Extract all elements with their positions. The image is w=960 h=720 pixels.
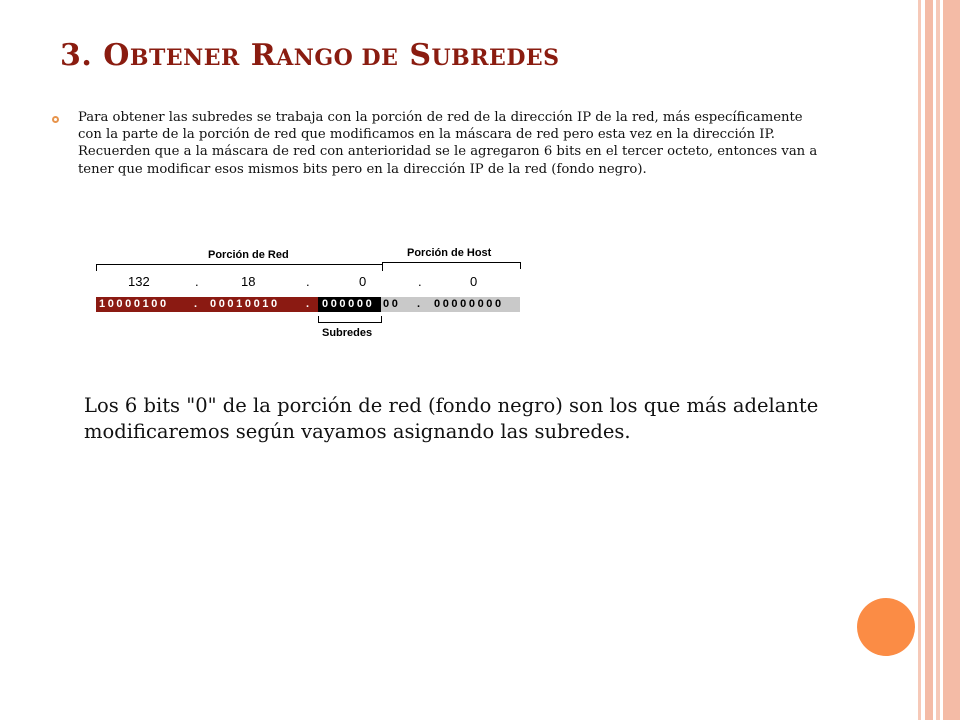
octet-decimal: 18 xyxy=(241,274,256,289)
octet3-rest: 00 xyxy=(383,298,401,310)
decorative-stripe xyxy=(925,0,933,720)
intro-paragraph: Para obtener las subredes se trabaja con la porción de red de la dirección IP de la red, más específicamente con la parte de la porción de red que modificamos en la máscara de red pero esta vez en la dirección IP. Recuerden que a la máscara de red con anterioridad se le agregaron 6 bits en el tercer octeto, entonces van a tener que modificar esos mismos bits pero en la dirección IP de la red (fondo negro). xyxy=(78,110,818,177)
decorative-stripe xyxy=(936,0,940,720)
decimal-address xyxy=(96,274,520,290)
binary-address xyxy=(96,297,520,312)
explanation-text: Los 6 bits "0" de la porción de red (fondo negro) son los que más adelante modificaremos según vayamos asignando las subredes. xyxy=(84,394,819,443)
subnet-bracket xyxy=(318,316,382,323)
octet4-binary: 00000000 xyxy=(434,298,504,310)
slide-title: 3. OBTENER RANGO DE SUBREDES xyxy=(60,38,560,73)
subnet-label: Subredes xyxy=(322,327,373,339)
octet-decimal: 132 xyxy=(128,274,150,289)
decorative-circle xyxy=(857,598,915,656)
bullet-icon xyxy=(52,116,59,123)
network-portion-label: Porción de Red xyxy=(208,249,289,261)
dot: . xyxy=(418,274,422,289)
subnet-bits: 000000 xyxy=(322,298,375,310)
host-portion-bracket xyxy=(382,262,521,269)
octet-decimal: 0 xyxy=(470,274,478,289)
ip-diagram xyxy=(96,244,526,344)
octet2-binary: 00010010 xyxy=(210,298,280,310)
dot: . xyxy=(306,274,310,289)
dot: . xyxy=(195,274,199,289)
dot: . xyxy=(194,298,200,310)
decorative-stripe xyxy=(943,0,960,720)
dot: . xyxy=(417,298,423,310)
decorative-stripe xyxy=(918,0,921,720)
dot: . xyxy=(306,298,312,310)
network-portion-bracket xyxy=(96,264,383,271)
host-portion-label: Porción de Host xyxy=(407,247,492,259)
octet1-binary: 10000100 xyxy=(99,298,169,310)
octet-decimal: 0 xyxy=(359,274,367,289)
